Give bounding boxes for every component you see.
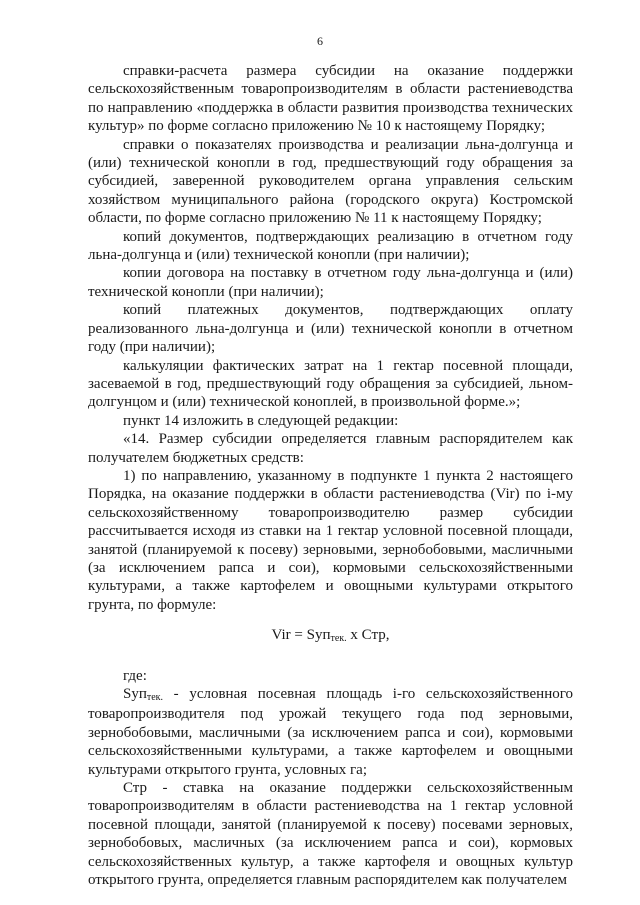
document-body xyxy=(88,62,573,889)
definition-term: Стр xyxy=(123,780,148,797)
formula-rhs: x Стр, xyxy=(346,627,390,644)
paragraph: калькуляции фактических затрат на 1 гектар посевной площади, засеваемой в год, предшествующий году обращения за субсидией, льном-долгунцом и (или) технической коноплей, в произвольной форме.»; xyxy=(88,357,573,411)
definition-subscript: тек. xyxy=(146,692,164,703)
paragraph: пункт 14 изложить в следующей редакции: xyxy=(123,412,399,429)
definition-text: - ставка на оказание поддержки сельскохозяйственным товаропроизводителям в области растениеводства на 1 гектар условной посевной площади, занятой (планируемой к посеву) посевами зерновых, зернобобовых, масличных (за исключением рапса и сои), кормовых сельскохозяйственных культур, а также картофеля и овощных культур открытого грунта, определяется главным распорядителем как получателем xyxy=(88,780,573,889)
formula xyxy=(88,626,573,646)
paragraph: справки о показателях производства и реализации льна-долгунца и (или) технической конопли в год, предшествующий году обращения за субсидией, заверенной руководителем органа управления сельским хозяйством муниципального района (городского округа) Костромской области, по форме согласно приложению № 11 к настоящему Порядку; xyxy=(88,136,573,227)
paragraph: 1) по направлению, указанному в подпункте 1 пункта 2 настоящего Порядка, на оказание поддержки в области растениеводства (Vir) по i-му сельскохозяйственному товаропроизводителю размер субсидии рассчитывается исходя из ставки на 1 гектар условной посевной площади, занятой (планируемой к посеву) зерновыми, зернобобовыми, масличными (за исключением рапса и сои), кормовыми сельскохозяйственными культурами, а также картофелем и овощными культурами открытого грунта, по формуле: xyxy=(88,467,573,613)
paragraph: справки-расчета размера субсидии на оказание поддержки сельскохозяйственным товаропроизводителям в области растениеводства по направлению «поддержка в области развития производства технических культур» по форме согласно приложению № 10 к настоящему Порядку; xyxy=(88,63,573,135)
paragraph: копий документов, подтверждающих реализацию в отчетном году льна-долгунца и (или) технической конопли (при наличии); xyxy=(88,228,573,264)
where-label: где: xyxy=(123,667,147,684)
definition xyxy=(88,779,573,889)
paragraph: копий платежных документов, подтверждающих оплату реализованного льна-долгунца и (или) технической конопли в отчетном году (при наличии); xyxy=(88,302,573,356)
page-number: 6 xyxy=(317,34,323,48)
formula-subscript: тек. xyxy=(330,633,347,645)
formula-lhs: Vir = Syп xyxy=(271,627,331,644)
definition-text: - условная посевная площадь i-го сельскохозяйственного товаропроизводителя под урожай текущего года под зерновыми, зернобобовыми, масличными (за исключением рапса и сои), кормовыми сельскохозяйственными культурами, а также картофелем и овощными культурами открытого грунта, условных га; xyxy=(88,686,573,778)
definition xyxy=(88,685,573,779)
paragraph: «14. Размер субсидии определяется главным распорядителем как получателем бюджетных средств: xyxy=(88,431,573,466)
paragraph: копии договора на поставку в отчетном году льна-долгунца и (или) технической конопли (при наличии); xyxy=(88,265,573,300)
definition-term: Syп xyxy=(123,686,147,702)
